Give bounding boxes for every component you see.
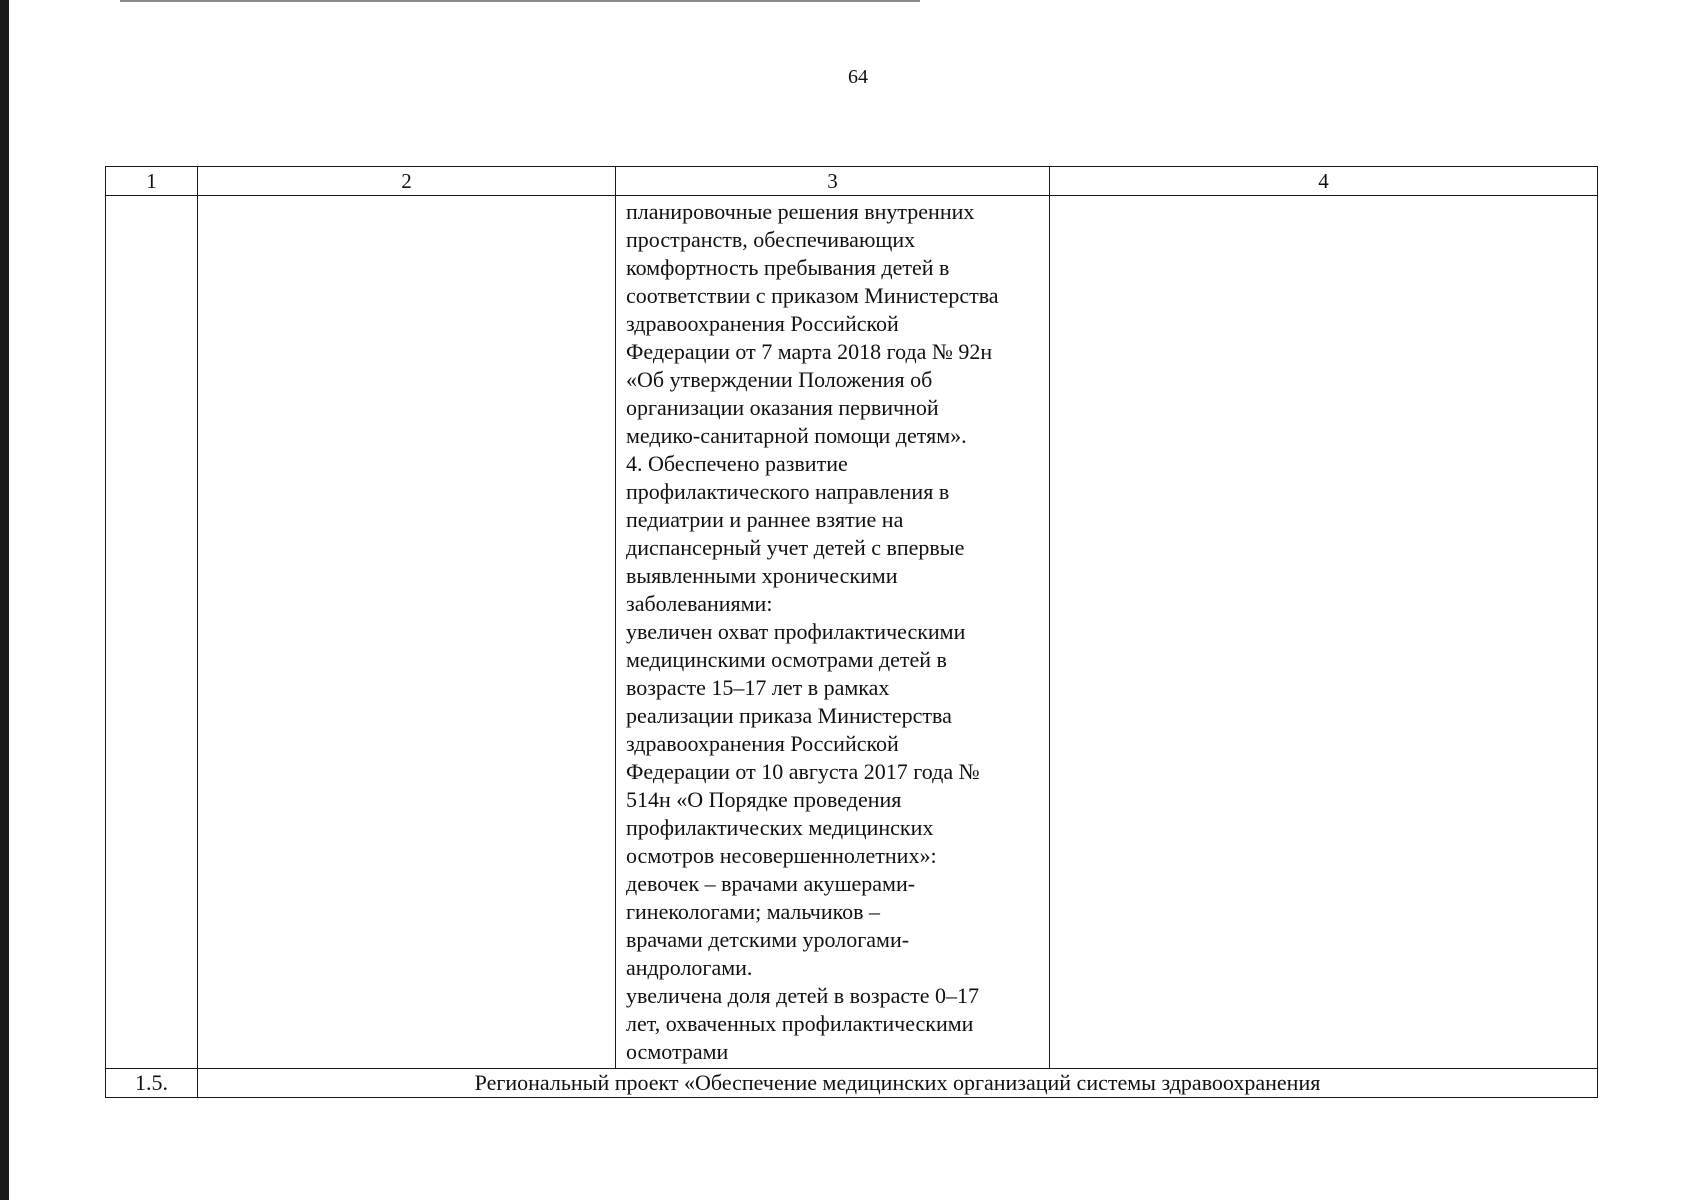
footer-row-number: 1.5.: [106, 1069, 198, 1098]
regional-project-title: Региональный проект «Обеспечение медицинских организаций системы здравоохранения: [198, 1069, 1598, 1098]
table-footer-row: [106, 1069, 1598, 1098]
column-header-2: 2: [198, 167, 616, 196]
column-header-4: 4: [1050, 167, 1598, 196]
cell-col1: [106, 196, 198, 1069]
col3-paragraph-3: увеличен охват профилактическими медицинскими осмотрами детей в возрасте 15–17 лет в рамках реализации приказа Министерства здравоохранения Российской Федерации от 10 августа 2017 года № 514н «О Порядке проведения профилактических медицинских осмотров несовершеннолетних»:: [626, 619, 980, 868]
cell-col3: [616, 196, 1050, 1069]
scan-top-rule: [120, 0, 920, 2]
document-table: [105, 166, 1598, 1098]
scan-left-edge: [0, 0, 9, 1200]
table-header-row: [106, 167, 1598, 196]
page-number: 64: [848, 66, 868, 88]
cell-col4: [1050, 196, 1598, 1069]
col3-paragraph-2: 4. Обеспечено развитие профилактического направления в педиатрии и раннее взятие на диспансерный учет детей с впервые выявленными хроническими заболеваниями:: [626, 451, 965, 616]
column-header-1: 1: [106, 167, 198, 196]
cell-col2: [198, 196, 616, 1069]
col3-paragraph-1: планировочные решения внутренних пространств, обеспечивающих комфортность пребывания детей в соответствии с приказом Министерства здравоохранения Российской Федерации от 7 марта 2018 года № 92н «Об утверждении Положения об организации оказания первичной медико-санитарной помощи детям».: [626, 199, 999, 448]
col3-paragraph-5: увеличена доля детей в возрасте 0–17 лет, охваченных профилактическими осмотрами: [626, 983, 979, 1064]
col3-paragraph-4: девочек – врачами акушерами- гинекологами; мальчиков – врачами детскими урологами- андрологами.: [626, 871, 916, 980]
table-row: [106, 196, 1598, 1069]
column-header-3: 3: [616, 167, 1050, 196]
